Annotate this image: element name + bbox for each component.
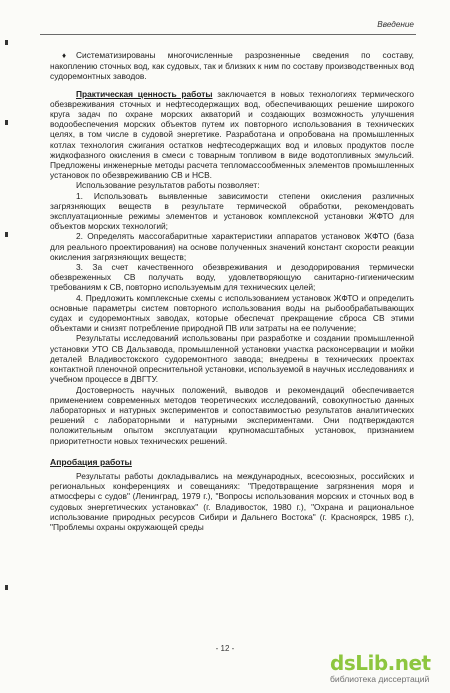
bullet-paragraph — [50, 50, 414, 82]
running-header: Введение — [377, 20, 414, 29]
approbation-heading: Апробация работы — [50, 456, 132, 467]
page-number: - 12 - — [215, 644, 235, 653]
results-item: 2. Определять массогабаритные характеристики аппаратов установок ЖФТО (база для реального проектирования) на основе полученных значений констант скорости реакции окисления загрязняющих веществ; — [50, 231, 414, 262]
document-body — [50, 50, 414, 532]
dslib-logo: dsLib.net — [330, 651, 431, 675]
margin-mark — [5, 40, 8, 45]
results-item: 4. Предложить комплексные схемы с использованием установок ЖФТО и определить основные параметры систем повторного использования воды на рыбообрабатывающих судах и судоремонтных заводах, которые обеспечат прекращение сброса СВ этими объектами и снизят потребление природной ПВ или затраты на ее получение; — [50, 292, 414, 334]
results-item: 3. За счет качественного обезвреживания и дезодорирования термически обезвреженных СВ получать воду, удовлетворяющую санитарно-гигиеническим требованиям к СВ, повторно используемым для технических целей; — [50, 262, 414, 293]
diamond-bullet-icon: ♦ — [62, 51, 67, 60]
practical-value-title: Практическая ценность работы — [76, 88, 213, 99]
results-item: 1. Использовать выявленные зависимости степени окисления различных загрязняющих веществ в результате термической обработки, рекомендовать эксплуатационные режимы элементов и установок комплексной установки ЖФТО для объектов морских технологий; — [50, 190, 414, 232]
implementation-paragraph: Результаты исследований использованы при разработке и создании промышленной установки УТО СВ Дальзавода, промышленной установки участка расконсервации и мойки деталей Владивостокского судоремонтного завода; внедрены в технических проектах контактной пленочной опреснительной установки, используемой в научных исследованиях и учебном процессе в ДВГТУ. — [50, 333, 414, 385]
results-intro: Использование результатов работы позволяет: — [76, 180, 260, 191]
bullet-text: Систематизированы многочисленные разрозненные сведения по составу, накоплению сточных вод, как судовых, так и близких к ним по составу производственных вод судоремонтных заводов. — [50, 50, 414, 82]
dslib-watermark — [330, 651, 442, 685]
margin-mark — [5, 120, 8, 125]
practical-value-text: заключается в новых технологиях термического обезвреживания сточных и нефтесодержащих вод, обеспечивающих решение широкого круга задач по охране морских акваторий и создающих возможность улучшения водообеспечения морских объектов путем их повторного использования в технических целях, в том числе в судовой энергетике. Разработана и опробована на промышленных котлах технология сжигания остатков нефтесодержащих вод и иловых продуктов после жидкофазного окисления в смеси с товарным топливом в виде водотопливных эмульсий. Предложены инженерные методы расчета тепломассообменных элементов промышленных установок по обезвреживанию СВ и НСВ. — [50, 88, 414, 181]
approbation-paragraph: Результаты работы докладывались на международных, всесоюзных, российских и региональных конференциях и совещаниях: "Предотвращение загрязнения моря и атмосферы с судов" (Ленинград, 1979 г.), "Вопросы использования морских и сточных вод в судовых энергетических установках" (г. Владивосток, 1980 г.), "Охрана и рациональное использование природных ресурсов Сибири и Дальнего Востока" (г. Красноярск, 1985 г.), "Проблемы охраны окружающей среды — [50, 470, 414, 532]
reliability-paragraph: Достоверность научных положений, выводов и рекомендаций обеспечивается применением современных методов теоретических исследований, совокупностью данных лабораторных и натурных экспериментов и сопоставимостью результатов аналитических решений с лабораторными и натурными экспериментами. Они подтверждаются положительным опытом эксплуатации крупномасштабных установок, признанием приоритетности новых технических решений. — [50, 384, 414, 446]
header-rule — [40, 34, 416, 35]
margin-mark — [5, 585, 8, 590]
watermark-subtitle: библиотека диссертаций — [330, 674, 430, 684]
practical-value-paragraph — [50, 89, 414, 181]
margin-mark — [5, 232, 8, 237]
